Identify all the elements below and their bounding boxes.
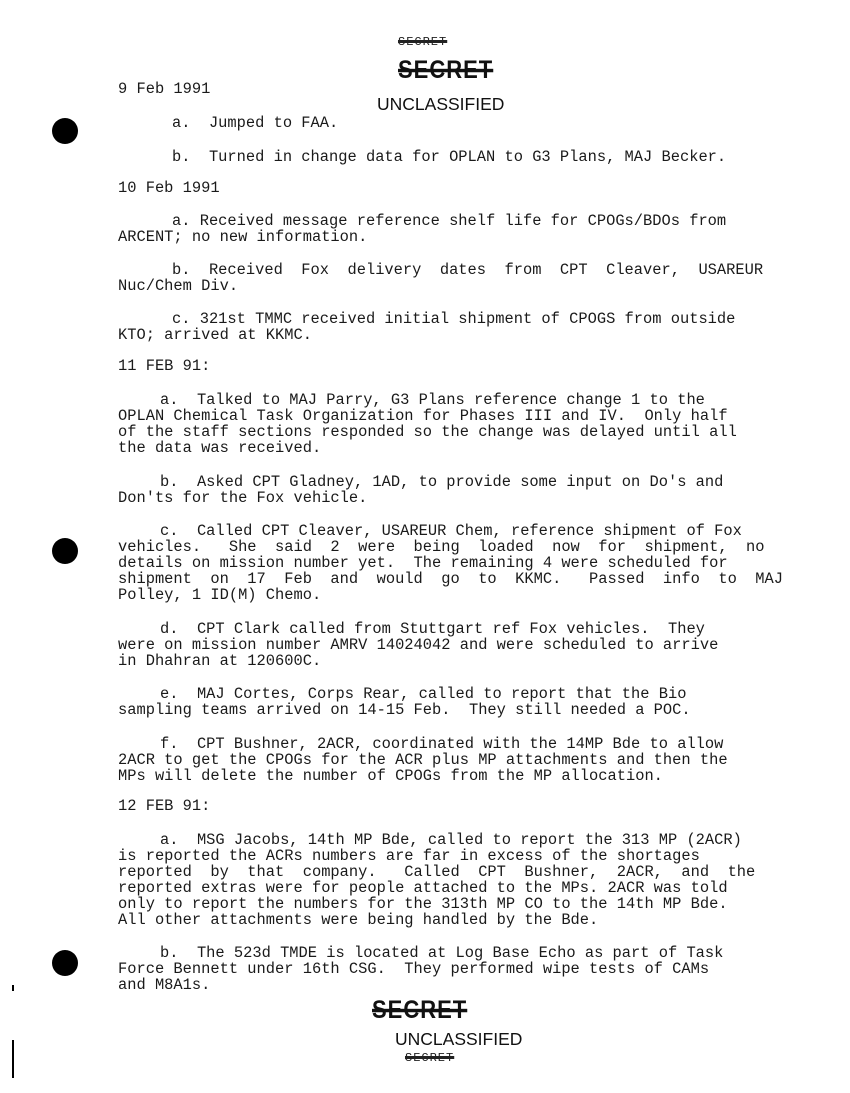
paragraph-line: sampling teams arrived on 14-15 Feb. They still needed a POC. bbox=[118, 701, 691, 719]
punch-hole-top bbox=[52, 118, 78, 144]
paragraph-line: of the staff sections responded so the change was delayed until all bbox=[118, 423, 737, 441]
paragraph-line: b. The 523d TMDE is located at Log Base Echo as part of Task bbox=[160, 944, 724, 962]
margin-mark bbox=[12, 985, 14, 991]
margin-mark bbox=[12, 1040, 14, 1078]
paragraph-line: b. Turned in change data for OPLAN to G3 Plans, MAJ Becker. bbox=[172, 148, 727, 166]
classification-bottom-small: SECRET bbox=[405, 1051, 455, 1065]
classification-top-big: SECRET bbox=[398, 55, 494, 84]
paragraph-line: Don'ts for the Fox vehicle. bbox=[118, 489, 368, 507]
entry-date: 9 Feb 1991 bbox=[118, 80, 211, 98]
paragraph-line: KTO; arrived at KKMC. bbox=[118, 326, 312, 344]
paragraph-line: f. CPT Bushner, 2ACR, coordinated with the 14MP Bde to allow bbox=[160, 735, 724, 753]
classification-bottom-unclassified: UNCLASSIFIED bbox=[395, 1029, 523, 1049]
paragraph-line: a. Talked to MAJ Parry, G3 Plans reference change 1 to the bbox=[160, 391, 705, 409]
paragraph-line: All other attachments were being handled by the Bde. bbox=[118, 911, 599, 929]
paragraph-line: were on mission number AMRV 14024042 and were scheduled to arrive bbox=[118, 636, 719, 654]
paragraph-line: e. MAJ Cortes, Corps Rear, called to report that the Bio bbox=[160, 685, 687, 703]
paragraph-line: 2ACR to get the CPOGs for the ACR plus MP attachments and then the bbox=[118, 751, 728, 769]
paragraph-line: a. Received message reference shelf life for CPOGs/BDOs from bbox=[172, 212, 727, 230]
paragraph-line: b. Asked CPT Gladney, 1AD, to provide some input on Do's and bbox=[160, 473, 724, 491]
paragraph-line: only to report the numbers for the 313th MP CO to the 14th MP Bde. bbox=[118, 895, 728, 913]
paragraph-line: b. Received Fox delivery dates from CPT Cleaver, USAREUR bbox=[172, 261, 764, 279]
paragraph-line: c. 321st TMMC received initial shipment of CPOGS from outside bbox=[172, 310, 736, 328]
paragraph-line: ARCENT; no new information. bbox=[118, 228, 368, 246]
classification-bottom-big: SECRET bbox=[372, 995, 468, 1024]
paragraph-line: d. CPT Clark called from Stuttgart ref Fox vehicles. They bbox=[160, 620, 705, 638]
paragraph-line: a. MSG Jacobs, 14th MP Bde, called to report the 313 MP (2ACR) bbox=[160, 831, 742, 849]
paragraph-line: shipment on 17 Feb and would go to KKMC. Passed info to MAJ bbox=[118, 570, 783, 588]
paragraph-line: Polley, 1 ID(M) Chemo. bbox=[118, 586, 322, 604]
entry-date: 12 FEB 91: bbox=[118, 797, 211, 815]
paragraph-line: Force Bennett under 16th CSG. They performed wipe tests of CAMs bbox=[118, 960, 710, 978]
paragraph-line: a. Jumped to FAA. bbox=[172, 114, 339, 132]
paragraph-line: the data was received. bbox=[118, 439, 322, 457]
punch-hole-bottom bbox=[52, 950, 78, 976]
classification-top-small: SECRET bbox=[398, 35, 448, 49]
paragraph-line: reported extras were for people attached to the MPs. 2ACR was told bbox=[118, 879, 728, 897]
paragraph-line: Nuc/Chem Div. bbox=[118, 277, 239, 295]
punch-hole-middle bbox=[52, 538, 78, 564]
paragraph-line: details on mission number yet. The remaining 4 were scheduled for bbox=[118, 554, 728, 572]
entry-date: 11 FEB 91: bbox=[118, 357, 211, 375]
paragraph-line: reported by that company. Called CPT Bushner, 2ACR, and the bbox=[118, 863, 756, 881]
paragraph-line: c. Called CPT Cleaver, USAREUR Chem, reference shipment of Fox bbox=[160, 522, 742, 540]
paragraph-line: is reported the ACRs numbers are far in excess of the shortages bbox=[118, 847, 700, 865]
paragraph-line: in Dhahran at 120600C. bbox=[118, 652, 322, 670]
paragraph-line: vehicles. She said 2 were being loaded now for shipment, no bbox=[118, 538, 765, 556]
paragraph-line: and M8A1s. bbox=[118, 976, 211, 994]
entry-date: 10 Feb 1991 bbox=[118, 179, 220, 197]
paragraph-line: MPs will delete the number of CPOGs from the MP allocation. bbox=[118, 767, 663, 785]
classification-top-unclassified: UNCLASSIFIED bbox=[377, 94, 505, 114]
paragraph-line: OPLAN Chemical Task Organization for Phases III and IV. Only half bbox=[118, 407, 728, 425]
